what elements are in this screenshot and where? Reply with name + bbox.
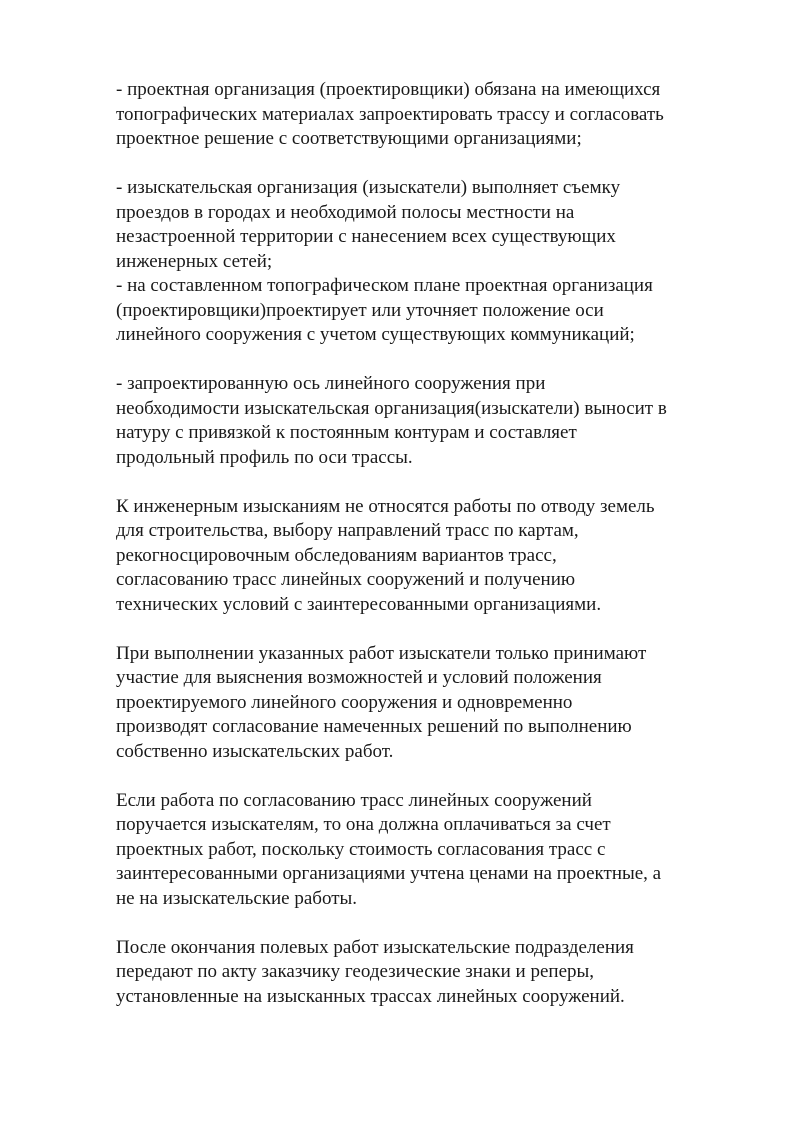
text-line: - запроектированную ось линейного сооружения при <box>116 373 546 394</box>
text-line: собственно изыскательских работ. <box>116 740 394 762</box>
text-line: инженерных сетей; <box>116 250 273 272</box>
text-line: проездов в городах и необходимой полосы местности на <box>116 201 575 223</box>
paragraph-payment <box>116 789 756 912</box>
paragraph-axis-staking <box>116 372 756 470</box>
text-line: проектируемого линейного сооружения и одновременно <box>116 691 573 713</box>
text-line: натуру с привязкой к постоянным контурам и составляет <box>116 422 577 443</box>
text-line: производят согласование намеченных решений по выполнению <box>116 716 632 737</box>
paragraph-designer-duties <box>116 78 756 152</box>
text-line: поручается изыскателям, то она должна оплачиваться за счет <box>116 814 611 835</box>
paragraph-topo-plan <box>116 274 756 348</box>
text-line: - изыскательская организация (изыскатели) выполняет съемку <box>116 177 621 198</box>
text-line: продольный профиль по оси трассы. <box>116 446 413 468</box>
text-line: участие для выяснения возможностей и условий положения <box>116 667 602 688</box>
text-line: технических условий с заинтересованными организациями. <box>116 593 602 615</box>
text-line: заинтересованными организациями учтена ценами на проектные, а <box>116 863 662 884</box>
text-line: проектное решение с соответствующими организациями; <box>116 128 582 149</box>
text-line: - проектная организация (проектировщики) обязана на имеющихся <box>116 79 661 100</box>
paragraph-surveyor-duties <box>116 176 756 274</box>
text-line: линейного сооружения с учетом существующих коммуникаций; <box>116 324 635 345</box>
text-line: установленные на изысканных трассах линейных сооружений. <box>116 985 625 1007</box>
text-line: незастроенной территории с нанесением всех существующих <box>116 226 616 247</box>
text-line: согласованию трасс линейных сооружений и получению <box>116 569 576 590</box>
text-line: топографических материалах запроектировать трассу и согласовать <box>116 103 664 125</box>
text-line: При выполнении указанных работ изыскатели только принимают <box>116 642 647 664</box>
document-body <box>116 78 756 1009</box>
text-line: не на изыскательские работы. <box>116 887 358 909</box>
text-line: Если работа по согласованию трасс линейных сооружений <box>116 789 592 811</box>
text-line: для строительства, выбору направлений трасс по картам, <box>116 520 579 541</box>
text-line: проектных работ, поскольку стоимость согласования трасс с <box>116 838 606 860</box>
paragraph-handover <box>116 936 756 1010</box>
paragraph-surveyor-participation <box>116 642 756 765</box>
text-line: необходимости изыскательская организация(изыскатели) выносит в <box>116 397 667 419</box>
text-line: - на составленном топографическом плане проектная организация <box>116 275 653 296</box>
text-line: (проектировщики)проектирует или уточняет положение оси <box>116 299 604 321</box>
text-line: передают по акту заказчику геодезические знаки и реперы, <box>116 961 595 982</box>
text-line: К инженерным изысканиям не относятся работы по отводу земель <box>116 495 655 517</box>
text-line: После окончания полевых работ изыскательские подразделения <box>116 936 634 958</box>
text-line: рекогносцировочным обследованиям вариантов трасс, <box>116 544 557 566</box>
paragraph-excluded-works <box>116 495 756 618</box>
